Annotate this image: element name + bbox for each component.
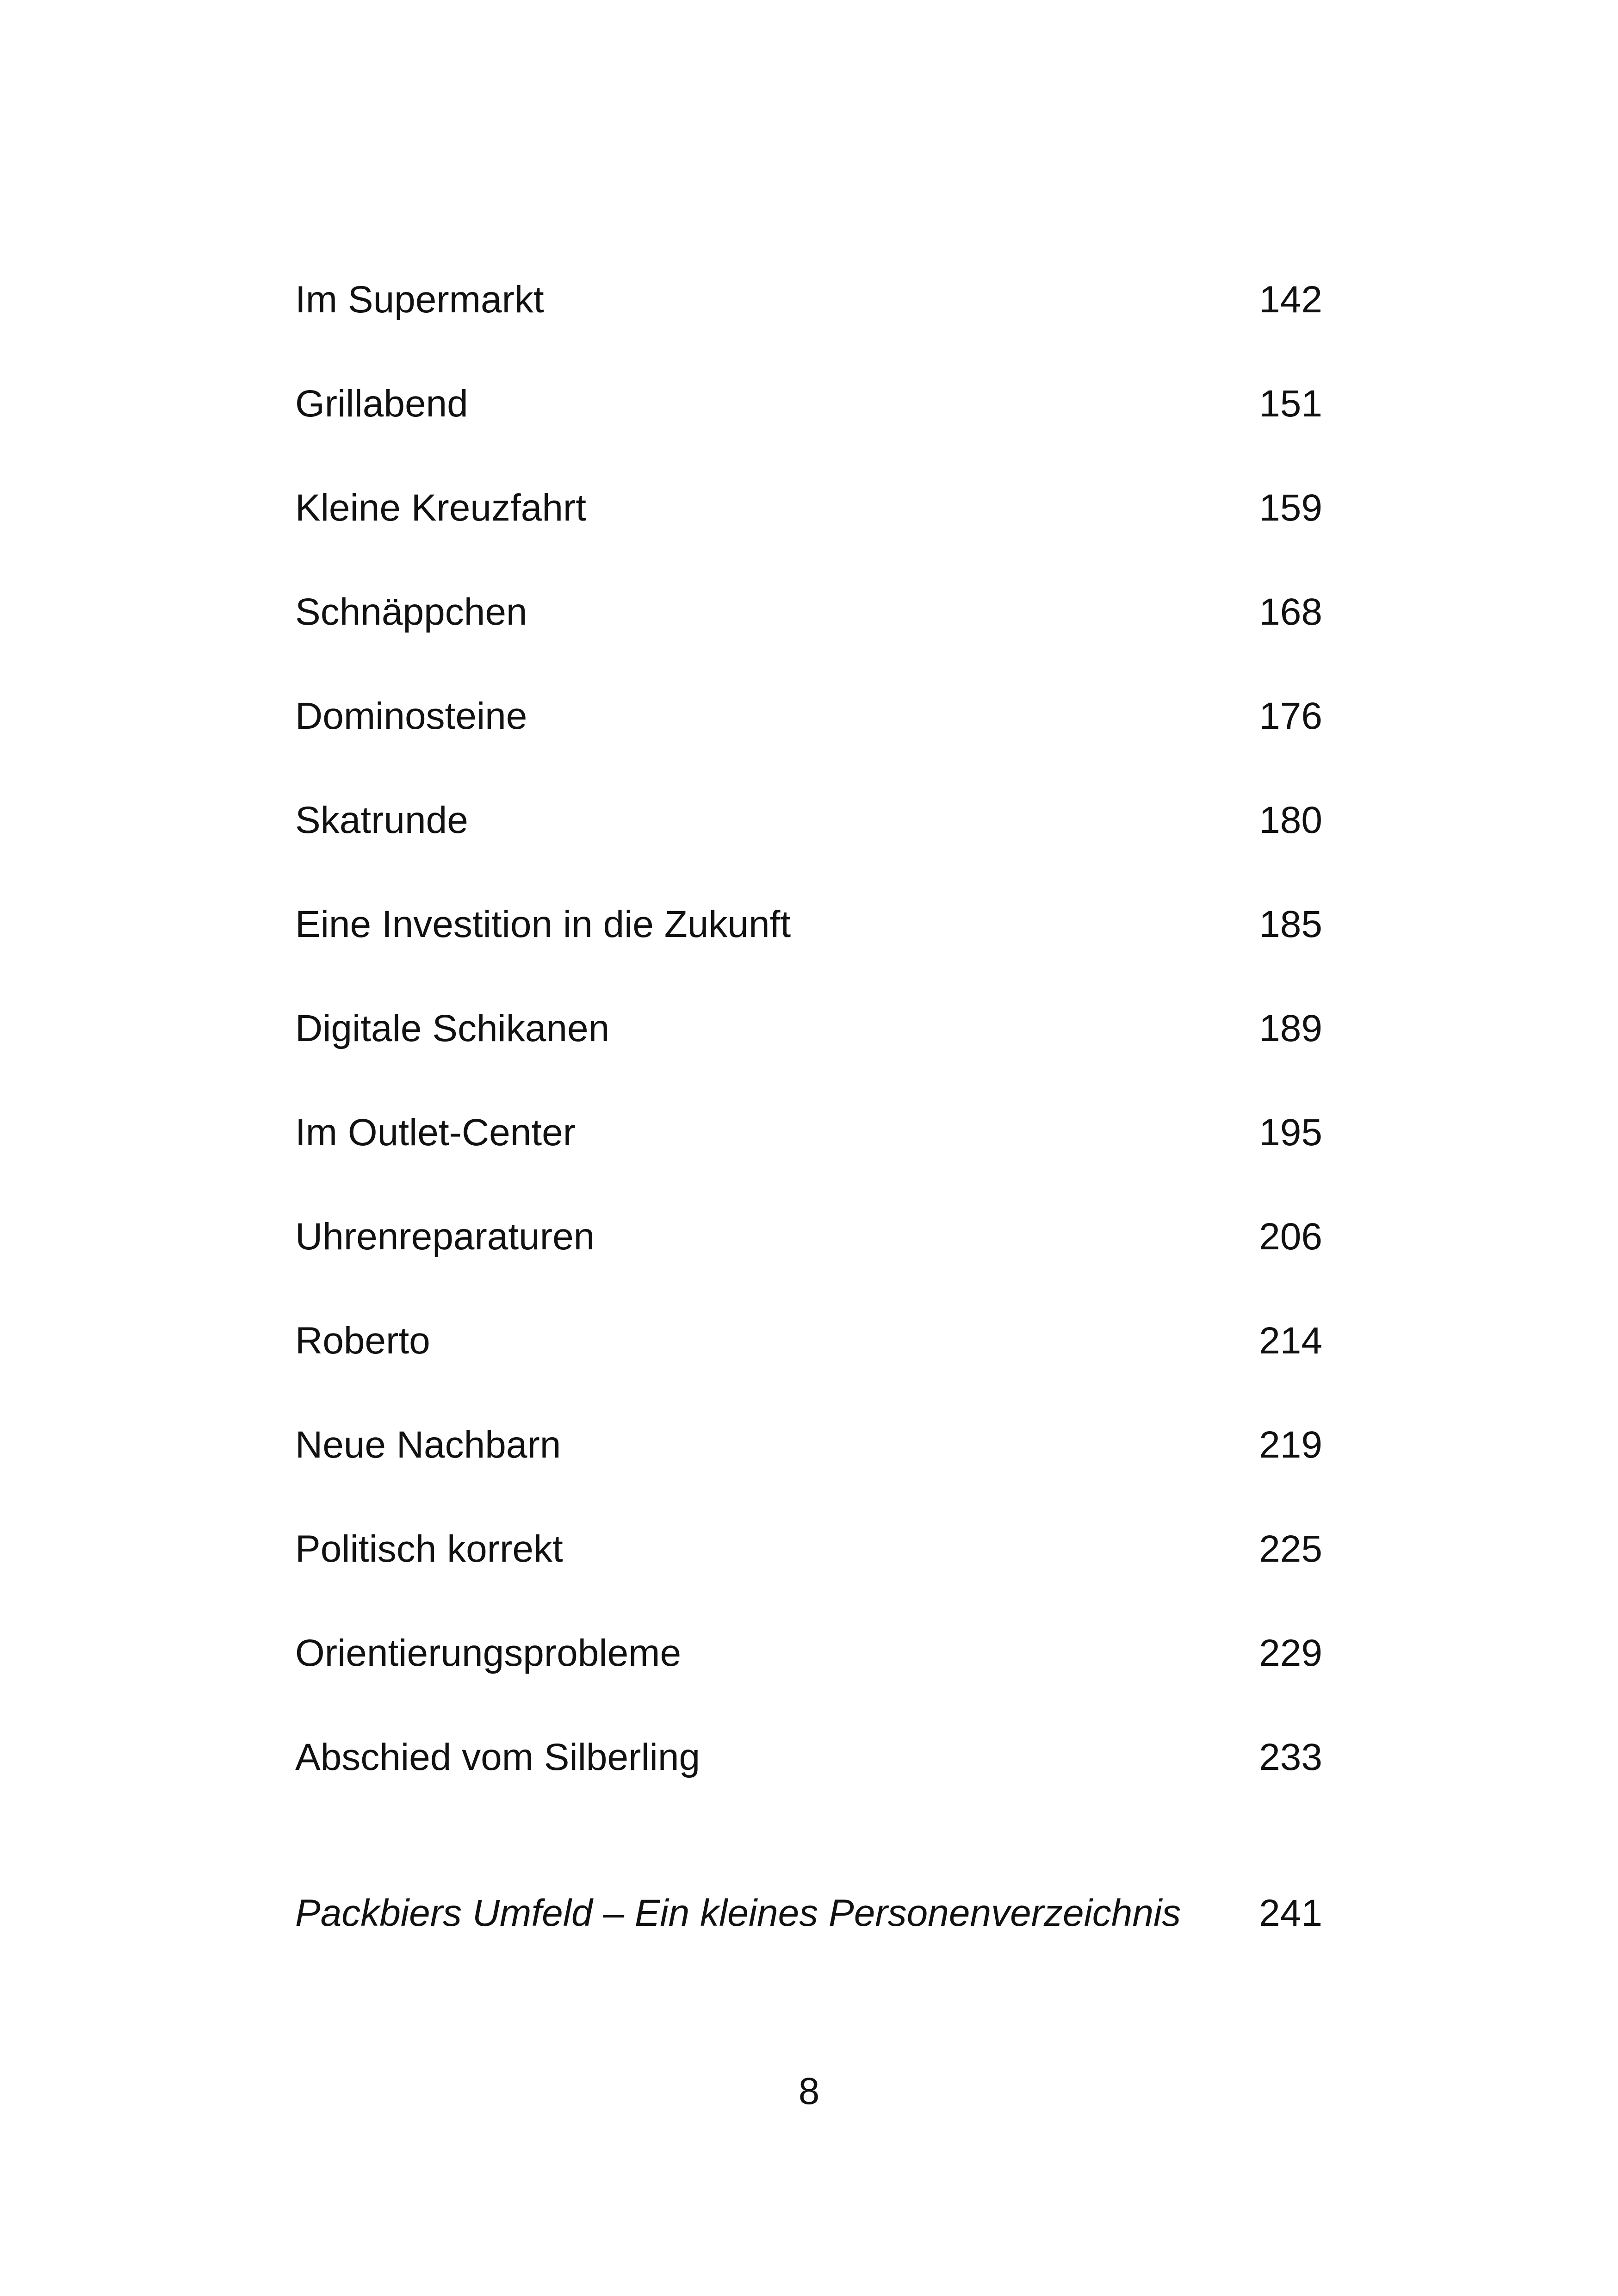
toc-entry-title: Orientierungsprobleme — [295, 1632, 682, 1674]
toc-entry — [295, 790, 1322, 850]
toc-entry-title: Uhrenreparaturen — [295, 1216, 595, 1258]
toc-entry-title: Im Supermarkt — [295, 279, 544, 321]
toc-entry — [295, 1519, 1322, 1579]
toc-entry — [295, 1103, 1322, 1163]
toc-entry — [295, 999, 1322, 1059]
toc-entry-page: 180 — [1259, 799, 1322, 841]
toc-entry-title: Digitale Schikanen — [295, 1007, 610, 1049]
toc-appendix-page: 241 — [1259, 1892, 1322, 1934]
toc-entry-page: 151 — [1259, 383, 1322, 425]
toc-entry — [295, 1311, 1322, 1371]
toc-entry-page: 189 — [1259, 1007, 1322, 1049]
toc-entry-page: 176 — [1259, 695, 1322, 737]
toc-entry-title: Kleine Kreuzfahrt — [295, 487, 587, 529]
toc-entry-page: 168 — [1259, 591, 1322, 633]
toc-entry — [295, 582, 1322, 642]
toc-entry-title: Neue Nachbarn — [295, 1424, 561, 1466]
page-number: 8 — [798, 2070, 820, 2112]
toc-entry-title: Eine Investition in die Zukunft — [295, 903, 791, 945]
toc-entry-page: 195 — [1259, 1111, 1322, 1154]
toc-entry-title: Schnäppchen — [295, 591, 527, 633]
toc-entry — [295, 270, 1322, 330]
toc-entry-title: Roberto — [295, 1320, 430, 1362]
toc-entry-page: 229 — [1259, 1632, 1322, 1674]
toc-entry — [295, 374, 1322, 434]
toc-appendix-entry — [295, 1883, 1322, 1943]
toc-entry — [295, 1623, 1322, 1683]
toc-appendix-title: Packbiers Umfeld – Ein kleines Personenverzeichnis — [295, 1892, 1181, 1934]
toc-entry-title: Grillabend — [295, 383, 468, 425]
toc-entry-page: 206 — [1259, 1216, 1322, 1258]
toc-entry — [295, 686, 1322, 746]
toc-entry-page: 185 — [1259, 903, 1322, 945]
toc-entry-page: 159 — [1259, 487, 1322, 529]
toc-entry — [295, 1727, 1322, 1787]
toc-entry-page: 214 — [1259, 1320, 1322, 1362]
toc-entry — [295, 1207, 1322, 1267]
toc-entry — [295, 894, 1322, 955]
toc-entry — [295, 478, 1322, 538]
toc-entry — [295, 1415, 1322, 1475]
toc-entry-title: Skatrunde — [295, 799, 468, 841]
toc-entry-title: Abschied vom Silberling — [295, 1736, 701, 1778]
toc-entry-title: Im Outlet-Center — [295, 1111, 576, 1154]
toc-entry-page: 219 — [1259, 1424, 1322, 1466]
toc-entry-page: 225 — [1259, 1528, 1322, 1570]
toc-entry-page: 142 — [1259, 279, 1322, 321]
toc-entry-page: 233 — [1259, 1736, 1322, 1778]
toc-entry-title: Politisch korrekt — [295, 1528, 563, 1570]
toc-entry-title: Dominosteine — [295, 695, 527, 737]
